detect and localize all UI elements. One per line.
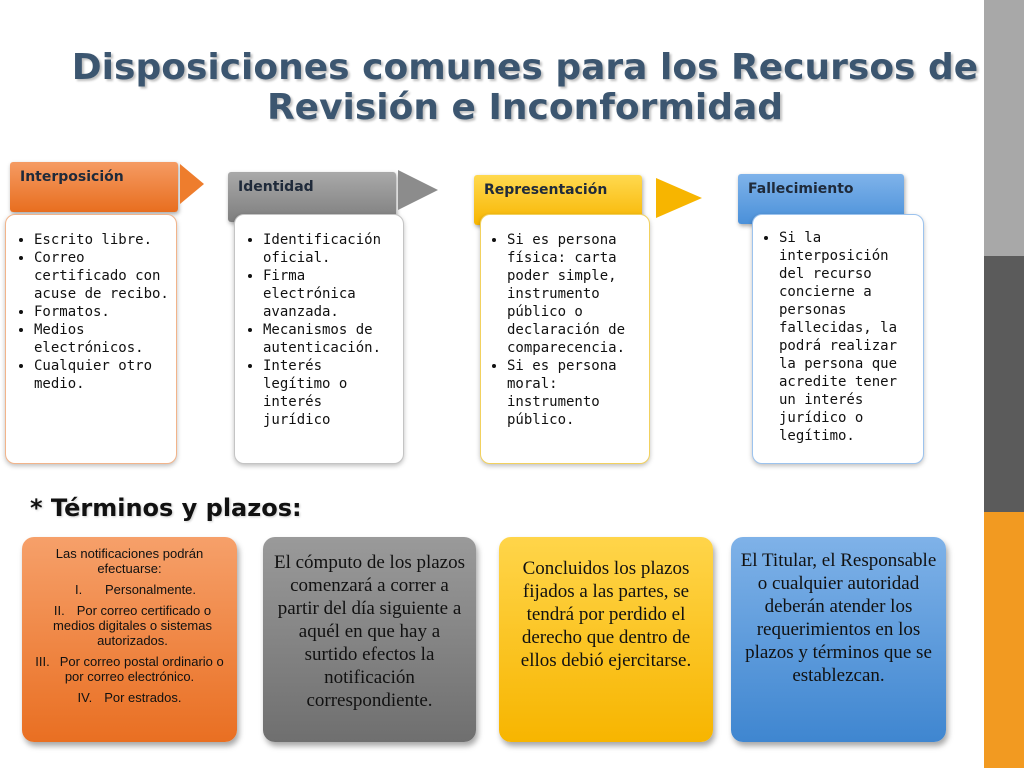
step-header-label: Fallecimiento: [748, 181, 854, 197]
step-list: [481, 231, 645, 429]
card-text: El cómputo de los plazos comenzará a correr a partir del día siguiente a aquél en que hay a surtido efectos la notificación correspondiente.: [273, 552, 466, 711]
item-number: I.: [74, 582, 83, 597]
list-item: [30, 603, 229, 648]
step-header-label: Identidad: [238, 179, 314, 195]
card-concluidos: [499, 537, 713, 742]
list-item: • Firma electrónica avanzada.: [263, 267, 397, 321]
list-item: [30, 690, 229, 705]
item-number: III.: [35, 654, 50, 669]
step-box-identidad: [234, 214, 404, 464]
step-list: [8, 231, 170, 393]
list-item: • Medios electrónicos.: [34, 321, 170, 357]
list-item: • Si la interposición del recurso concierne a personas fallecidas, la podrá realizar la persona que acredite tener un interés jurídico o legítimo.: [779, 229, 919, 445]
arrow-right-icon: [398, 170, 438, 210]
card-titular: [731, 537, 946, 742]
list-item: • Mecanismos de autenticación.: [263, 321, 397, 357]
list-item: [30, 582, 229, 597]
list-item: [30, 654, 229, 684]
list-item: • Identificación oficial.: [263, 231, 397, 267]
step-box-representacion: [480, 214, 650, 464]
list-item: • Correo certificado con acuse de recibo.: [34, 249, 170, 303]
item-text: Por estrados.: [104, 690, 182, 705]
step-list: [237, 231, 397, 429]
step-header-label: Representación: [484, 182, 608, 198]
decor-stripe-orange: [984, 512, 1024, 768]
card-notificaciones: [22, 537, 237, 742]
terms-heading: * Términos y plazos:: [30, 494, 302, 522]
item-number: IV.: [77, 690, 93, 705]
list-item: • Si es persona física: carta poder simple, instrumento público o declaración de comparecencia.: [507, 231, 645, 357]
step-box-interposicion: [5, 214, 177, 464]
arrow-right-icon: [180, 164, 204, 204]
step-header-interposicion: [10, 162, 178, 212]
list-item: • Interés legítimo o interés jurídico: [263, 357, 397, 429]
step-box-fallecimiento: [752, 214, 924, 464]
notification-list: [30, 582, 229, 705]
item-text: Por correo certificado o medios digitales o sistemas autorizados.: [53, 603, 212, 648]
card-text: Concluidos los plazos fijados a las partes, se tendrá por perdido el derecho que dentro de ellos debió ejercitarse.: [520, 558, 692, 671]
item-number: II.: [53, 603, 65, 618]
step-header-label: Interposición: [20, 169, 124, 185]
card-intro: Las notificaciones podrán efectuarse:: [55, 546, 204, 576]
item-text: Por correo postal ordinario o por correo electrónico.: [59, 654, 224, 684]
decor-stripe-dark: [984, 256, 1024, 512]
item-text: Personalmente.: [104, 582, 197, 597]
card-text: El Titular, el Responsable o cualquier autoridad deberán atender los requerimientos en los plazos y términos que se establezcan.: [740, 550, 937, 686]
list-item: • Formatos.: [34, 303, 170, 321]
slide-title: Disposiciones comunes para los Recursos de Revisión e Inconformidad: [71, 47, 979, 128]
decor-stripe-gray: [984, 0, 1024, 256]
arrow-right-icon: [656, 178, 702, 218]
list-item: • Si es persona moral: instrumento público.: [507, 357, 645, 429]
step-list: [753, 229, 919, 445]
list-item: • Cualquier otro medio.: [34, 357, 170, 393]
card-computo: [263, 537, 476, 742]
list-item: • Escrito libre.: [34, 231, 170, 249]
